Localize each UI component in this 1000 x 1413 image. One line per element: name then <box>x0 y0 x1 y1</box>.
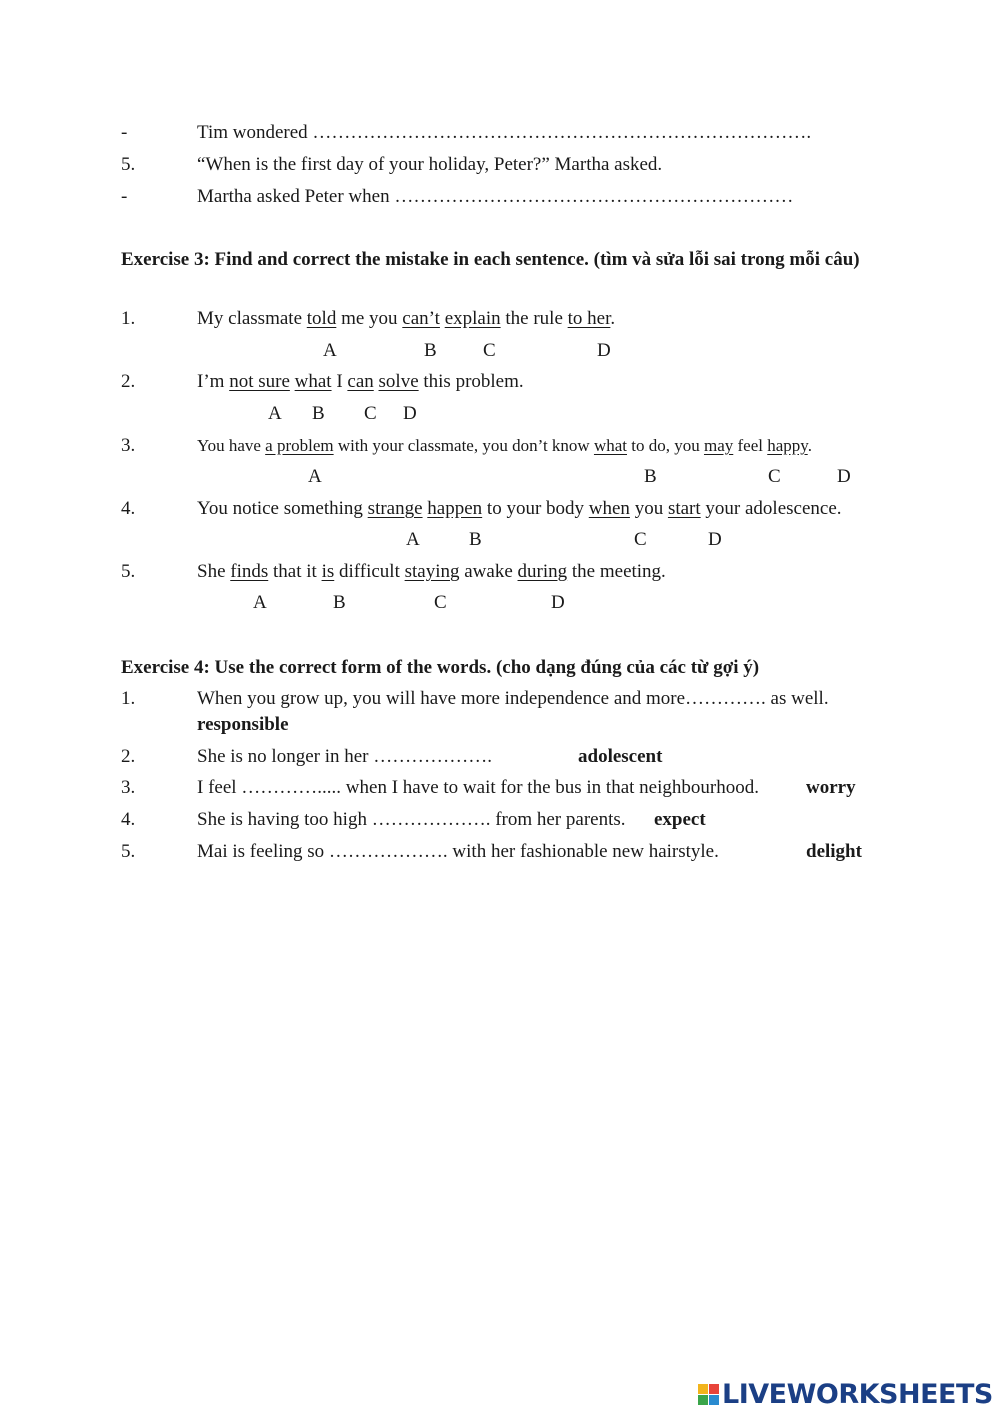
logo-tile <box>709 1395 719 1405</box>
logo-tile <box>698 1395 708 1405</box>
ex4-item-4-word: expect <box>654 809 706 830</box>
ex3-item-1-sentence: My classmate told me you can’t explain the rule to her. <box>197 308 616 329</box>
option-label: D <box>403 403 417 424</box>
option-label: C <box>768 466 781 487</box>
ex4-item-number: 2. <box>121 746 136 767</box>
option-label: B <box>333 592 346 613</box>
ex2-item-5-text: “When is the first day of your holiday, Peter?” Martha asked. <box>197 154 663 175</box>
brand-name: LIVEWORKSHEETS <box>722 1378 993 1410</box>
logo-tile <box>698 1384 708 1394</box>
ex4-item-1-text: When you grow up, you will have more independence and more…………. as well. <box>197 688 829 709</box>
ex2-dash-2: - <box>121 186 128 207</box>
logo-tile <box>709 1384 719 1394</box>
ex3-item-number: 2. <box>121 371 136 392</box>
ex2-line-martha: Martha asked Peter when ……………………………………………………… <box>197 186 794 207</box>
ex4-item-3-text: I feel …………..... when I have to wait for the bus in that neighbourhood. <box>197 777 759 798</box>
ex3-item-number: 1. <box>121 308 136 329</box>
ex4-item-2-text: She is no longer in her ………………. <box>197 746 493 767</box>
liveworksheets-logo[interactable] <box>698 1378 993 1410</box>
option-label: A <box>308 466 322 487</box>
ex4-item-2-word: adolescent <box>578 746 663 767</box>
exercise-3-heading: Exercise 3: Find and correct the mistake in each sentence. (tìm và sửa lỗi sai trong mỗi câu) <box>121 249 860 270</box>
ex3-item-number: 4. <box>121 498 136 519</box>
ex4-item-5-text: Mai is feeling so ………………. with her fashionable new hairstyle. <box>197 841 719 862</box>
ex4-item-number: 4. <box>121 809 136 830</box>
ex2-item-number: 5. <box>121 154 136 175</box>
ex4-item-number: 5. <box>121 841 136 862</box>
ex4-item-number: 3. <box>121 777 136 798</box>
ex3-item-4-sentence: You notice something strange happen to your body when you start your adolescence. <box>197 498 842 519</box>
ex4-item-number: 1. <box>121 688 136 709</box>
option-label: C <box>434 592 447 613</box>
ex4-item-5-word: delight <box>806 841 862 862</box>
option-label: A <box>268 403 282 424</box>
option-label: D <box>597 340 611 361</box>
ex4-item-4-text: She is having too high ………………. from her parents. <box>197 809 626 830</box>
option-label: D <box>708 529 722 550</box>
option-label: C <box>483 340 496 361</box>
option-label: D <box>837 466 851 487</box>
ex4-item-3-word: worry <box>806 777 856 798</box>
option-label: B <box>644 466 657 487</box>
exercise-4-heading: Exercise 4: Use the correct form of the words. (cho dạng đúng của các từ gợi ý) <box>121 657 760 678</box>
option-label: D <box>551 592 565 613</box>
ex3-item-5-sentence: She finds that it is difficult staying awake during the meeting. <box>197 561 666 582</box>
option-label: B <box>424 340 437 361</box>
option-label: C <box>364 403 377 424</box>
option-label: B <box>312 403 325 424</box>
ex3-item-number: 5. <box>121 561 136 582</box>
ex3-item-number: 3. <box>121 435 136 456</box>
ex4-item-1-word: responsible <box>197 714 289 735</box>
option-label: A <box>253 592 267 613</box>
ex2-dash-1: - <box>121 122 128 143</box>
option-label: C <box>634 529 647 550</box>
option-label: A <box>406 529 420 550</box>
ex3-item-2-sentence: I’m not sure what I can solve this problem. <box>197 371 524 392</box>
option-label: A <box>323 340 337 361</box>
option-label: B <box>469 529 482 550</box>
ex2-line-tim: Tim wondered ……………………………………………………………………. <box>197 122 812 143</box>
logo-mark-icon <box>698 1384 719 1405</box>
ex3-item-3-sentence: You have a problem with your classmate, you don’t know what to do, you may feel happy. <box>197 436 812 455</box>
